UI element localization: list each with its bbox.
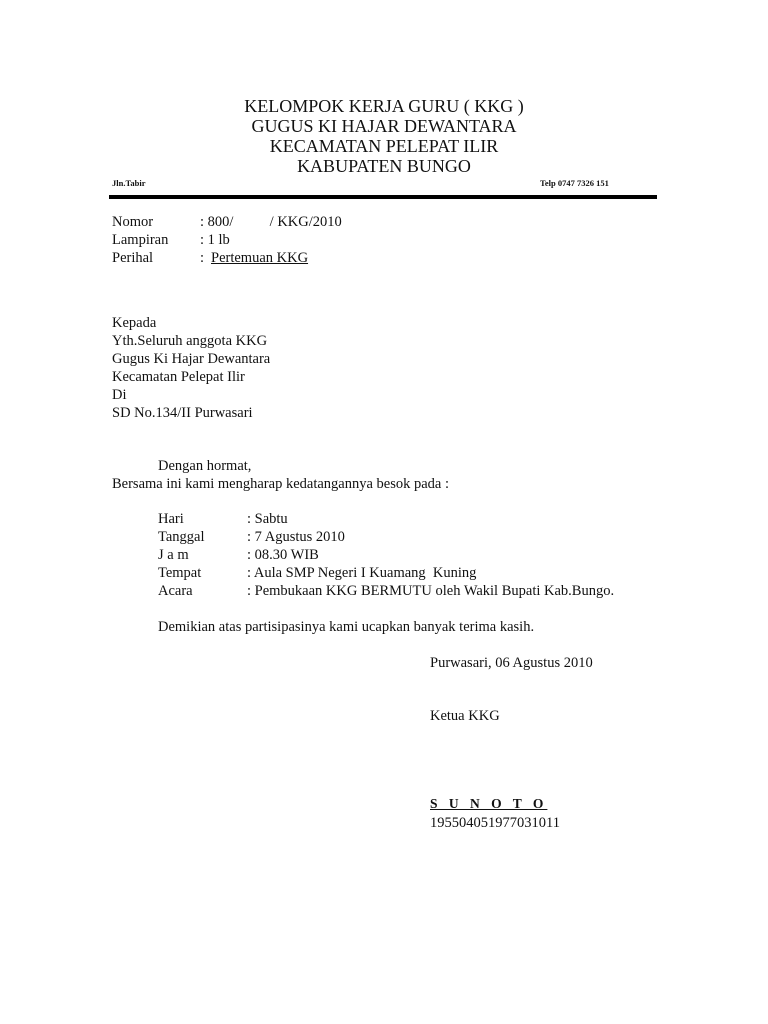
detail-value: : Aula SMP Negeri I Kuamang Kuning: [247, 565, 477, 581]
recipient-line-6: SD No.134/II Purwasari: [112, 405, 253, 421]
signatory-name: S U N O T O: [430, 796, 548, 811]
detail-value: : 08.30 WIB: [247, 547, 319, 563]
perihal-colon: :: [200, 250, 205, 266]
detail-label: Tanggal: [158, 529, 205, 545]
recipient-line-2: Yth.Seluruh anggota KKG: [112, 333, 268, 349]
nomor-label: Nomor: [112, 214, 154, 230]
lampiran-value: : 1 lb: [200, 232, 230, 248]
intro-text: Bersama ini kami mengharap kedatangannya besok pada :: [112, 476, 450, 492]
closing-text: Demikian atas partisipasinya kami ucapkan banyak terima kasih.: [158, 619, 535, 635]
detail-label: J a m: [158, 547, 189, 563]
detail-value: : Pembukaan KKG BERMUTU oleh Wakil Bupati Kab.Bungo.: [247, 583, 615, 599]
recipient-line-4: Kecamatan Pelepat Ilir: [112, 369, 245, 385]
letterhead-line-1: KELOMPOK KERJA GURU ( KKG ): [244, 96, 524, 116]
recipient-line-1: Kepada: [112, 315, 157, 331]
nomor-value: : 800/ / KKG/2010: [200, 214, 342, 230]
perihal-value: Pertemuan KKG: [211, 250, 309, 266]
detail-value: : 7 Agustus 2010: [247, 529, 345, 545]
letterhead-divider: [109, 195, 657, 199]
lampiran-label: Lampiran: [112, 232, 169, 248]
perihal-label: Perihal: [112, 250, 154, 266]
letterhead-line-2: GUGUS KI HAJAR DEWANTARA: [251, 116, 517, 136]
letterhead-line-4: KABUPATEN BUNGO: [297, 156, 471, 176]
letterhead-address: Jln.Tabir: [112, 178, 146, 188]
detail-label: Hari: [158, 511, 184, 527]
recipient-line-5: Di: [112, 387, 127, 403]
letterhead-phone: Telp 0747 7326 151: [540, 178, 609, 188]
detail-value: : Sabtu: [247, 511, 288, 527]
recipient-line-3: Gugus Ki Hajar Dewantara: [112, 351, 271, 367]
signatory-title: Ketua KKG: [430, 708, 500, 724]
detail-label: Tempat: [158, 565, 202, 581]
place-date: Purwasari, 06 Agustus 2010: [430, 655, 593, 671]
detail-label: Acara: [158, 583, 193, 599]
signatory-nip: 195504051977031011: [430, 815, 560, 831]
letterhead-line-3: KECAMATAN PELEPAT ILIR: [269, 136, 499, 156]
greeting: Dengan hormat,: [158, 458, 252, 474]
